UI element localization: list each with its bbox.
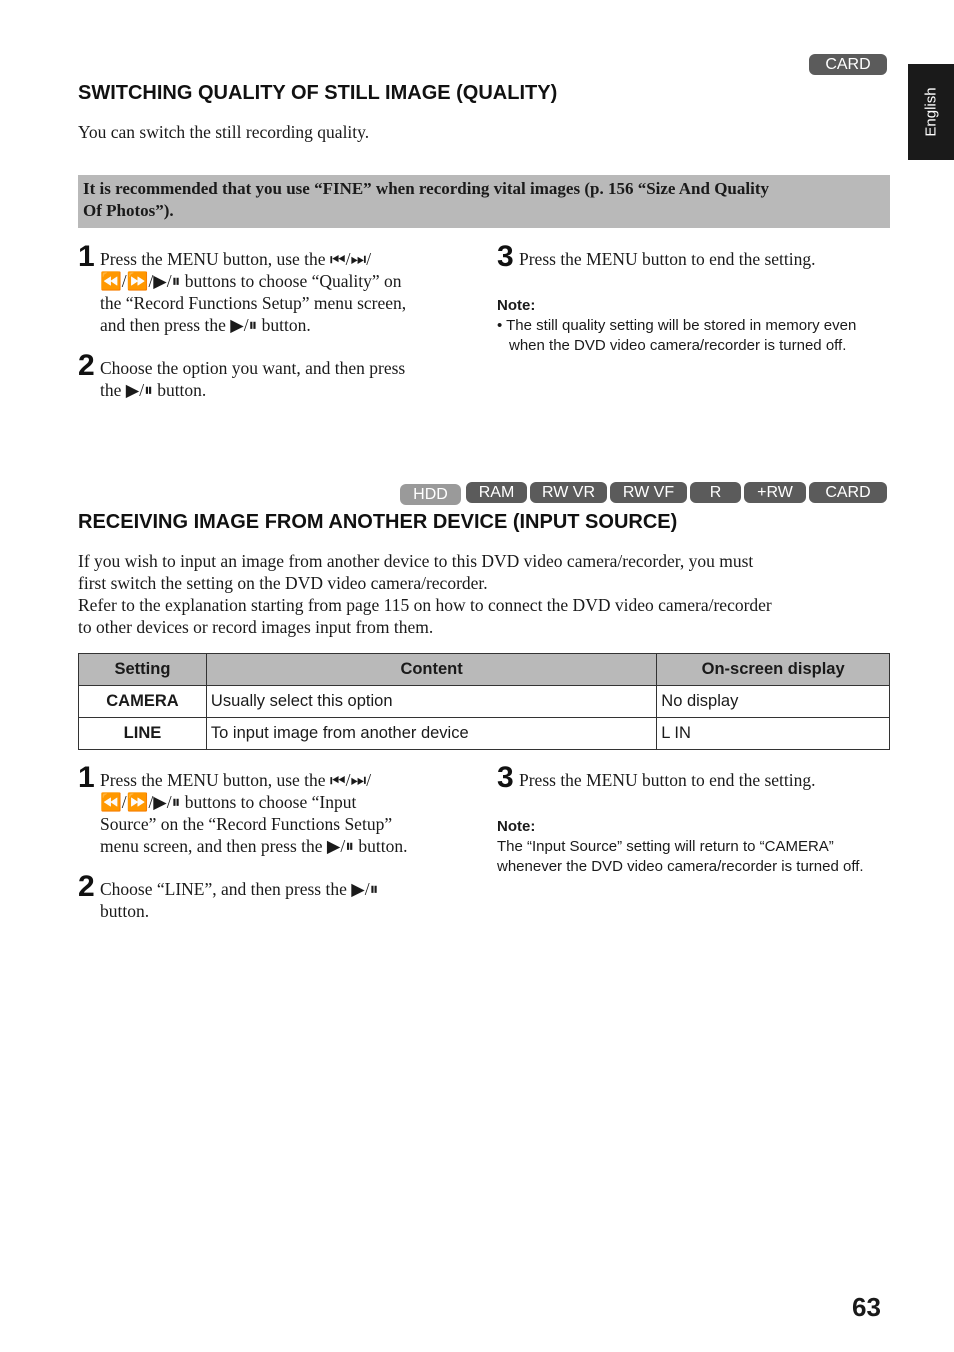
section-title-input-source: RECEIVING IMAGE FROM ANOTHER DEVICE (INPUT SOURCE) [78, 511, 678, 533]
section-title-quality: SWITCHING QUALITY OF STILL IMAGE (QUALITY) [78, 82, 558, 104]
note-line: whenever the DVD video camera/recorder is turned off. [497, 857, 864, 875]
table-header-cell: Setting [79, 654, 207, 686]
table-header-cell: On-screen display [657, 654, 890, 686]
step-text [100, 769, 407, 857]
step-text [100, 357, 405, 401]
media-badge-hdd: HDD [400, 484, 461, 505]
step-text [519, 769, 816, 791]
step-line: the “Record Functions Setup” menu screen, [100, 293, 407, 313]
section-intro-input-source [78, 550, 772, 638]
media-badge-plus-rw: +RW [744, 482, 806, 503]
step-line: Choose the option you want, and then press [100, 358, 406, 378]
table-row [79, 686, 890, 718]
section-intro-quality: You can switch the still recording quality. [78, 122, 370, 142]
media-badge-card: CARD [809, 54, 887, 75]
step-number: 3 [497, 240, 514, 273]
intro-line: first switch the setting on the DVD video camera/recorder. [78, 573, 488, 593]
step-text [100, 878, 378, 922]
table-header-row [79, 654, 890, 686]
input-source-table [78, 653, 890, 750]
intro-line: If you wish to input an image from another device to this DVD video camera/recorder, you must [78, 551, 754, 571]
step-text [519, 248, 816, 270]
note-line: The “Input Source” setting will return to “CAMERA” [497, 838, 834, 855]
step-line: ⏪/⏩/▶/⏸ buttons to choose “Input [100, 792, 357, 812]
table-cell: LINE [79, 718, 207, 750]
recommendation-box [78, 175, 890, 228]
table-cell: CAMERA [79, 686, 207, 718]
step-text [100, 248, 406, 336]
input-note-title: Note: [497, 818, 536, 835]
recommendation-line-1: It is recommended that you use “FINE” when recording vital images (p. 156 “Size And Quality [83, 179, 769, 198]
step-number: 2 [78, 349, 95, 382]
step-number: 1 [78, 761, 95, 794]
step-number: 3 [497, 761, 514, 794]
step-number: 2 [78, 870, 95, 903]
intro-line: Refer to the explanation starting from page 115 on how to connect the DVD video camera/recorder [78, 595, 772, 615]
step-line: Press the MENU button, use the ⏮/⏭/ [100, 249, 372, 269]
table-cell: L IN [657, 718, 890, 750]
step-line: Source” on the “Record Functions Setup” [100, 814, 393, 834]
table-cell: No display [657, 686, 890, 718]
language-tab [908, 64, 954, 160]
quality-note-title: Note: [497, 297, 536, 314]
quality-note-body [497, 316, 856, 355]
step-line: Choose “LINE”, and then press the ▶/⏸ [100, 879, 379, 899]
step-line: the ▶/⏸ button. [100, 380, 207, 400]
step-line: Press the MENU button, use the ⏮/⏭/ [100, 770, 372, 790]
page-number: 63 [852, 1292, 881, 1322]
media-badge-card: CARD [809, 482, 887, 503]
note-line: when the DVD video camera/recorder is turned off. [509, 336, 847, 354]
step-line: Press the MENU button to end the setting. [519, 770, 816, 790]
media-badge-r: R [690, 482, 741, 503]
step-number: 1 [78, 240, 95, 273]
intro-line: to other devices or record images input from them. [78, 617, 434, 637]
media-badge-ram: RAM [466, 482, 527, 503]
step-line: button. [100, 901, 150, 921]
table-row [79, 718, 890, 750]
table-cell: Usually select this option [206, 686, 656, 718]
step-line: Press the MENU button to end the setting. [519, 249, 816, 269]
media-badge-rw-vf: RW VF [610, 482, 687, 503]
media-badge-rw-vr: RW VR [530, 482, 607, 503]
table-header-cell: Content [206, 654, 656, 686]
language-tab-label: English [922, 87, 940, 137]
step-line: and then press the ▶/⏸ button. [100, 315, 311, 335]
step-line: menu screen, and then press the ▶/⏸ button. [100, 836, 408, 856]
input-note-body [497, 837, 864, 876]
table-cell: To input image from another device [206, 718, 656, 750]
step-line: ⏪/⏩/▶/⏸ buttons to choose “Quality” on [100, 271, 402, 291]
note-line: • The still quality setting will be stored in memory even [497, 317, 857, 334]
recommendation-line-2: Of Photos”). [83, 201, 174, 220]
